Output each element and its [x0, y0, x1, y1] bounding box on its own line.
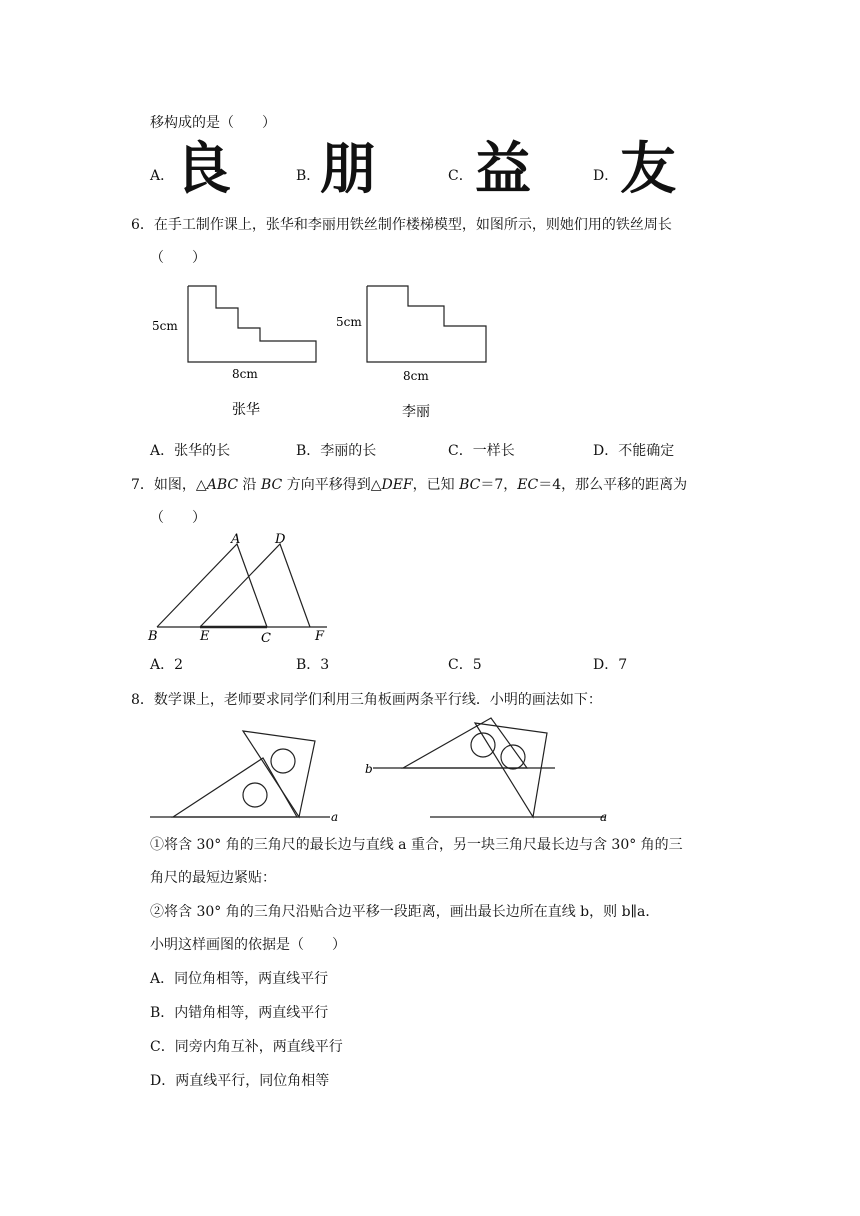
q8-option-a: A．同位角相等，两直线平行 — [150, 971, 329, 987]
q5-option-d-label: D． — [593, 168, 619, 184]
q6-right-width-label: 8cm — [403, 369, 429, 383]
q7-stem — [131, 474, 687, 494]
q8-right-second-square — [475, 723, 547, 817]
q8-left-second-square — [243, 731, 315, 817]
q6-left-staircase — [188, 286, 316, 362]
q8-step1-line2: 角尺的最短边紧贴： — [150, 870, 276, 886]
q5-option-b-label: B． — [296, 168, 321, 184]
q7-label-a: A — [231, 532, 241, 547]
q6-option-b: B．李丽的长 — [296, 443, 377, 459]
q7-paren: （ ） — [150, 510, 206, 526]
q7-label-f: F — [315, 629, 325, 644]
q8-step1-line1: ①将含 30° 角的三角尺的最长边与直线 a 重合，另一块三角尺最长边与含 30° 角的三 — [150, 837, 683, 853]
q8-label-a-right: a — [600, 810, 608, 824]
q7-option-d: D．7 — [593, 657, 628, 673]
q8-option-d: D．两直线平行，同位角相等 — [150, 1073, 330, 1089]
q7-label-b: B — [148, 629, 158, 644]
q6-number: 6． — [131, 217, 154, 233]
q8-number: 8． — [131, 692, 154, 708]
q6-left-name: 张华 — [232, 402, 260, 418]
q6-right-height-label: 5cm — [336, 315, 362, 329]
q7-stem-part: ＝4，那么平移的距离为 — [538, 477, 688, 493]
q8-label-b: b — [365, 762, 373, 776]
q8-right-30deg-square — [403, 718, 527, 768]
q5-option-c-char: 益 — [475, 137, 531, 202]
q6-stem-text: 在手工制作课上，张华和李丽用铁丝制作楼梯模型，如图所示，则她们用的铁丝周长 — [153, 217, 672, 233]
q8-left-second-hole — [271, 749, 295, 773]
q7-triangle-def — [200, 544, 310, 627]
q7-stem-part: 沿 — [238, 477, 261, 493]
q5-option-c-label: C． — [448, 168, 473, 184]
q7-stem-part: DEF — [381, 477, 413, 493]
q7-label-e: E — [200, 629, 210, 644]
q8-label-a-left: a — [331, 810, 339, 824]
q8-left-30deg-square — [173, 758, 297, 817]
q7-stem-part: BC — [260, 477, 283, 493]
q6-paren: （ ） — [150, 250, 206, 266]
q7-stem-part: ABC — [206, 477, 239, 493]
q8-step2: ②将含 30° 角的三角尺沿贴合边平移一段距离，画出最长边所在直线 b，则 b∥a． — [150, 904, 660, 920]
q7-option-a: A．2 — [150, 657, 184, 673]
q8-question: 小明这样画图的依据是（ ） — [150, 937, 346, 953]
q6-left-height-label: 5cm — [152, 319, 178, 333]
q7-stem-part: 如图，△ — [153, 477, 207, 493]
q6-right-staircase — [367, 286, 486, 362]
q7-option-b: B．3 — [296, 657, 330, 673]
q8-option-c: C．同旁内角互补，两直线平行 — [150, 1039, 343, 1055]
q6-option-c: C．一样长 — [448, 443, 515, 459]
q6-staircase-figure — [148, 278, 498, 426]
q5-stem-tail: 移构成的是（ ） — [150, 115, 276, 131]
q6-option-a: A．张华的长 — [150, 443, 231, 459]
q7-option-c: C．5 — [448, 657, 482, 673]
q8-left-square-hole — [243, 783, 267, 807]
q7-stem-part: ＝7， — [480, 477, 518, 493]
q7-translation-figure — [145, 532, 335, 644]
q8-set-square-figure — [145, 713, 615, 828]
q8-option-b: B．内错角相等，两直线平行 — [150, 1005, 329, 1021]
q7-stem-part: EC — [517, 477, 539, 493]
q6-right-name: 李丽 — [402, 404, 430, 420]
q5-option-d-char: 友 — [620, 137, 676, 202]
q7-label-d: D — [275, 532, 286, 547]
q8-stem — [131, 689, 602, 709]
q8-stem-text: 数学课上，老师要求同学们利用三角板画两条平行线．小明的画法如下： — [153, 692, 602, 708]
q7-stem-part: ，已知 — [412, 477, 460, 493]
q7-stem-part: BC — [459, 477, 481, 493]
q7-stem-part: 方向平移得到△ — [282, 477, 382, 493]
q6-option-d: D．不能确定 — [593, 443, 675, 459]
q6-stem — [131, 214, 672, 234]
q5-option-a-label: A． — [150, 168, 175, 184]
q5-option-b-char: 朋 — [320, 137, 376, 202]
q5-option-a-char: 良 — [175, 137, 231, 202]
q6-left-width-label: 8cm — [232, 367, 258, 381]
q7-label-c: C — [261, 631, 271, 644]
q7-number: 7． — [131, 477, 154, 493]
